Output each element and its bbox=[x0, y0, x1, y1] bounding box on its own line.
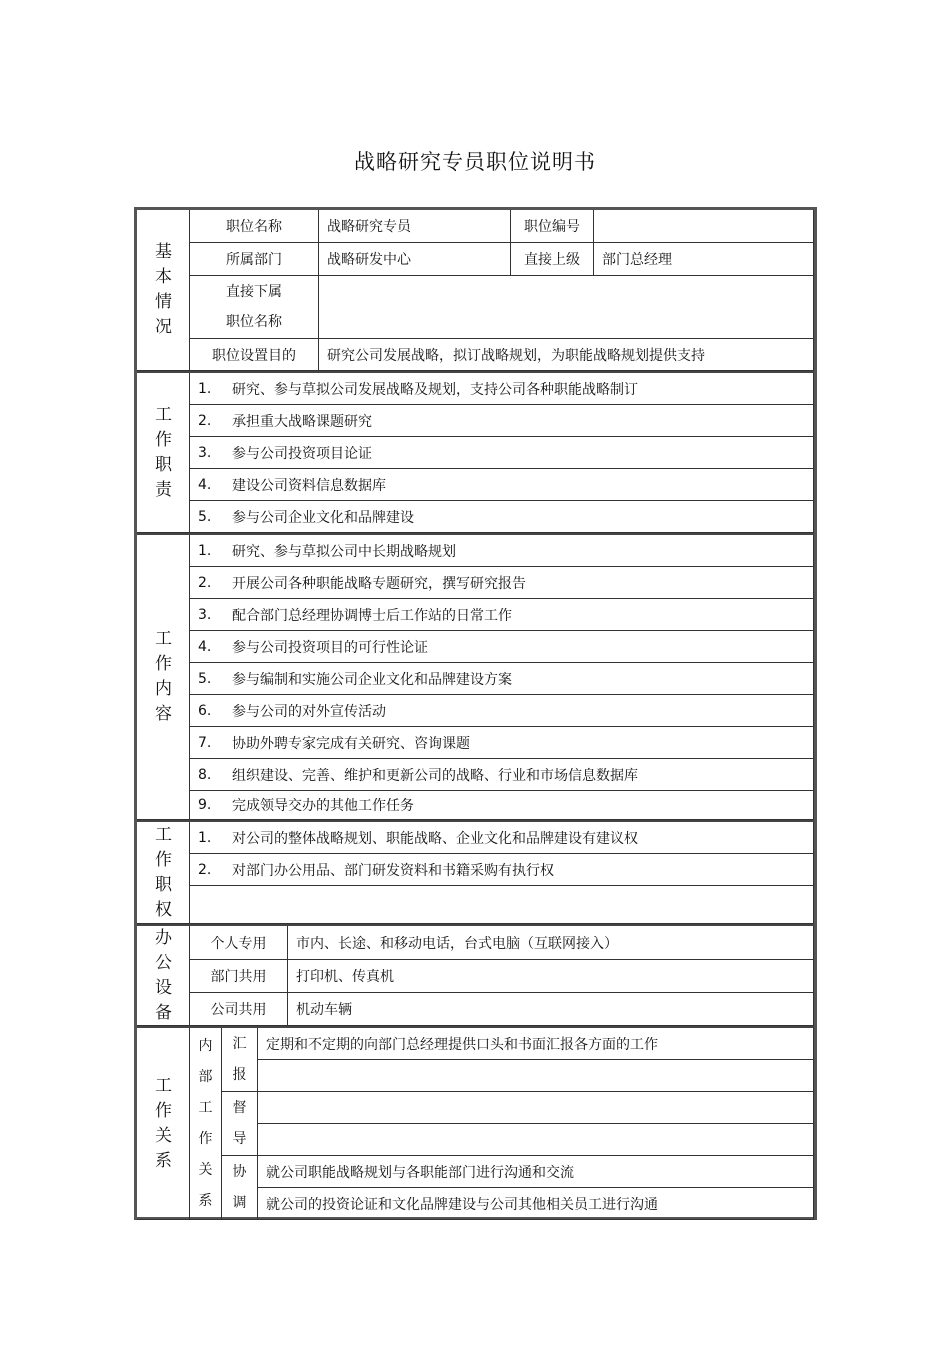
section-authority-text: 工作职权 bbox=[155, 824, 172, 920]
content-text: 开展公司各种职能战略专题研究，撰写研究报告 bbox=[232, 575, 526, 592]
job-name-value: 战略研究专员 bbox=[319, 210, 511, 243]
content-text: 参与公司的对外宣传活动 bbox=[232, 703, 386, 720]
job-description-table bbox=[134, 207, 817, 1220]
content-text: 组织建设、完善、维护和更新公司的战略、行业和市场信息数据库 bbox=[232, 767, 638, 784]
content-text: 参与公司投资项目的可行性论证 bbox=[232, 639, 428, 656]
equipment-value: 打印机、传真机 bbox=[288, 960, 814, 993]
content-item bbox=[190, 695, 814, 727]
authority-item bbox=[190, 822, 814, 854]
job-name-label: 职位名称 bbox=[190, 210, 319, 243]
dept-label: 所属部门 bbox=[190, 243, 319, 276]
superior-value: 部门总经理 bbox=[594, 243, 814, 276]
authority-number: 1. bbox=[198, 829, 212, 846]
coordinate-label bbox=[222, 1156, 258, 1220]
content-number: 8. bbox=[198, 766, 212, 783]
report-label bbox=[222, 1028, 258, 1092]
supervise-label bbox=[222, 1092, 258, 1156]
content-number: 4. bbox=[198, 638, 212, 655]
content-item bbox=[190, 759, 814, 791]
content-item bbox=[190, 631, 814, 663]
duty-text: 参与公司投资项目论证 bbox=[232, 445, 372, 462]
authority-text: 对公司的整体战略规划、职能战略、企业文化和品牌建设有建议权 bbox=[232, 830, 638, 847]
content-number: 3. bbox=[198, 606, 212, 623]
coordinate-row: 就公司的投资论证和文化品牌建设与公司其他相关员工进行沟通 bbox=[258, 1188, 814, 1220]
equipment-type: 部门共用 bbox=[190, 960, 288, 993]
section-content-label bbox=[137, 535, 190, 820]
content-number: 5. bbox=[198, 670, 212, 687]
purpose-value: 研究公司发展战略，拟订战略规划，为职能战略规划提供支持 bbox=[319, 339, 814, 371]
duty-number: 1. bbox=[198, 380, 212, 397]
content-text: 参与编制和实施公司企业文化和品牌建设方案 bbox=[232, 671, 512, 688]
section-basic-text: 基本情况 bbox=[155, 242, 172, 337]
authority-item bbox=[190, 854, 814, 886]
duty-number: 5. bbox=[198, 508, 212, 525]
subordinate-label-line1: 直接下属 bbox=[226, 284, 282, 300]
job-code-label: 职位编号 bbox=[511, 210, 594, 243]
coordinate-row: 就公司职能战略规划与各职能部门进行沟通和交流 bbox=[258, 1156, 814, 1188]
superior-label: 直接上级 bbox=[511, 243, 594, 276]
section-content-text: 工作内容 bbox=[155, 629, 172, 724]
content-item bbox=[190, 727, 814, 759]
dept-value: 战略研发中心 bbox=[319, 243, 511, 276]
equipment-value: 市内、长途、和移动电话，台式电脑（互联网接入） bbox=[288, 926, 814, 960]
content-number: 1. bbox=[198, 542, 212, 559]
equipment-value: 机动车辆 bbox=[288, 993, 814, 1026]
content-text: 协助外聘专家完成有关研究、咨询课题 bbox=[232, 735, 470, 752]
subordinate-label-line2: 职位名称 bbox=[226, 314, 282, 330]
content-item bbox=[190, 567, 814, 599]
duty-text: 研究、参与草拟公司发展战略及规划，支持公司各种职能战略制订 bbox=[232, 381, 638, 398]
purpose-label: 职位设置目的 bbox=[190, 339, 319, 371]
duty-item bbox=[190, 501, 814, 533]
subordinate-label bbox=[190, 276, 319, 339]
content-number: 9. bbox=[198, 797, 212, 813]
section-relations-label bbox=[137, 1028, 190, 1220]
duty-text: 参与公司企业文化和品牌建设 bbox=[232, 509, 414, 526]
content-text: 研究、参与草拟公司中长期战略规划 bbox=[232, 543, 456, 560]
report-row: 定期和不定期的向部门总经理提供口头和书面汇报各方面的工作 bbox=[258, 1028, 814, 1060]
content-item bbox=[190, 663, 814, 695]
section-basic-label bbox=[137, 210, 190, 371]
content-item bbox=[190, 535, 814, 567]
section-duties-label bbox=[137, 373, 190, 533]
authority-text: 对部门办公用品、部门研发资料和书籍采购有执行权 bbox=[232, 862, 554, 879]
duty-item bbox=[190, 405, 814, 437]
supervise-label-text: 督导 bbox=[232, 1099, 247, 1147]
report-label-text: 汇报 bbox=[232, 1035, 247, 1083]
duty-item bbox=[190, 437, 814, 469]
content-text: 配合部门总经理协调博士后工作站的日常工作 bbox=[232, 607, 512, 624]
report-row bbox=[258, 1060, 814, 1092]
authority-number: 2. bbox=[198, 861, 212, 878]
duty-number: 4. bbox=[198, 476, 212, 493]
page-title: 战略研究专员职位说明书 bbox=[354, 150, 596, 174]
content-text: 完成领导交办的其他工作任务 bbox=[232, 798, 414, 814]
section-duties-text: 工作职责 bbox=[155, 404, 172, 500]
content-number: 6. bbox=[198, 702, 212, 719]
internal-relations-text: 内部工作关系 bbox=[198, 1037, 213, 1209]
section-authority-label bbox=[137, 822, 190, 924]
supervise-row bbox=[258, 1092, 814, 1124]
internal-relations-label bbox=[190, 1028, 222, 1220]
section-equipment-label bbox=[137, 926, 190, 1026]
duty-number: 2. bbox=[198, 412, 212, 429]
authority-item bbox=[190, 886, 814, 924]
duty-text: 建设公司资料信息数据库 bbox=[232, 477, 386, 494]
duty-item bbox=[190, 373, 814, 405]
content-number: 7. bbox=[198, 734, 212, 751]
equipment-type: 个人专用 bbox=[190, 926, 288, 960]
content-item bbox=[190, 791, 814, 820]
equipment-type: 公司共用 bbox=[190, 993, 288, 1026]
duty-item bbox=[190, 469, 814, 501]
duty-number: 3. bbox=[198, 444, 212, 461]
duty-text: 承担重大战略课题研究 bbox=[232, 413, 372, 430]
content-item bbox=[190, 599, 814, 631]
coordinate-label-text: 协调 bbox=[232, 1163, 247, 1211]
section-equipment-text: 办公设备 bbox=[155, 927, 172, 1023]
job-code-value bbox=[594, 210, 814, 243]
content-number: 2. bbox=[198, 574, 212, 591]
subordinate-value bbox=[319, 276, 814, 339]
supervise-row bbox=[258, 1124, 814, 1156]
section-relations-text: 工作关系 bbox=[155, 1075, 172, 1171]
